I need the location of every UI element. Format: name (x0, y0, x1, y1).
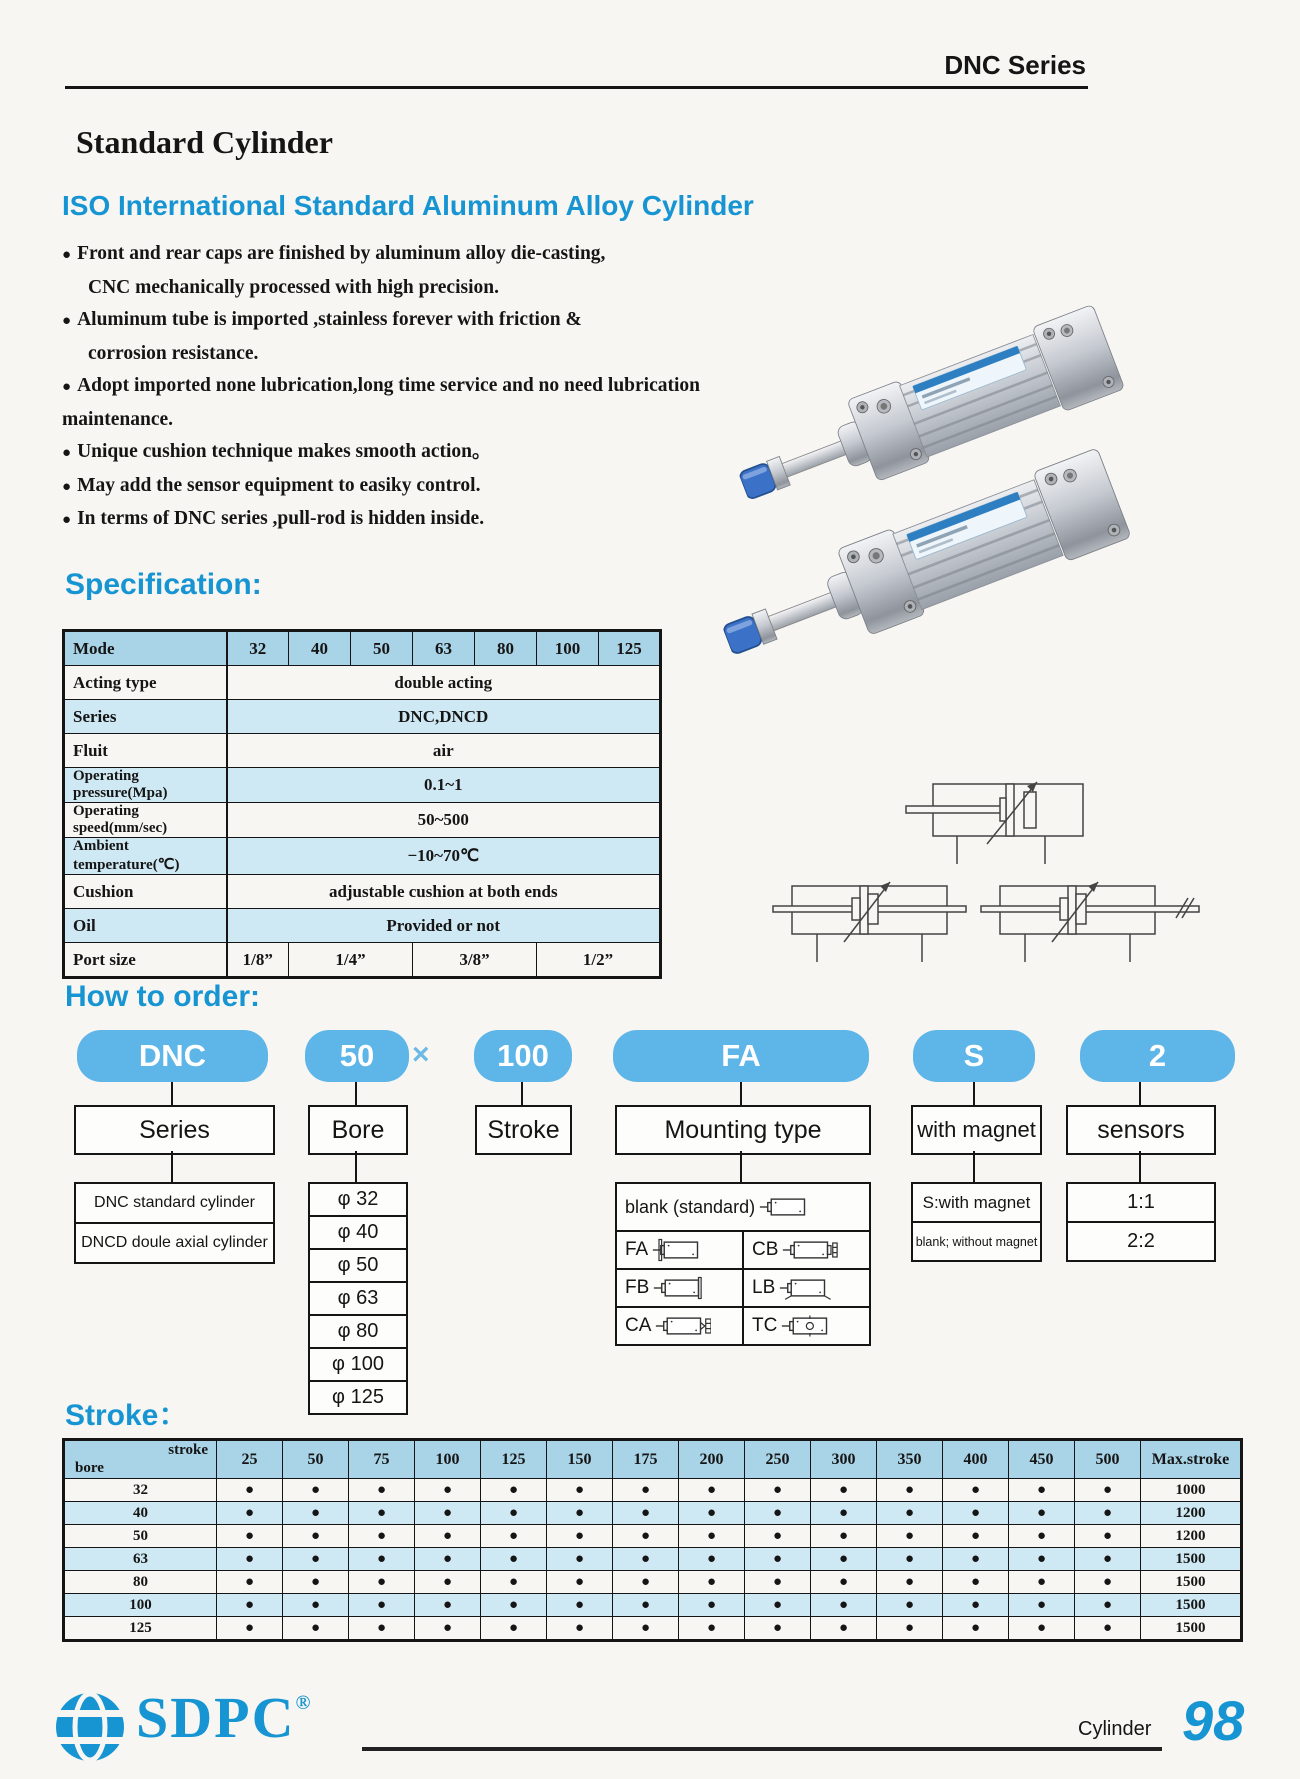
category-box-mounting: Mounting type (615, 1105, 871, 1155)
spec-port-value: 1/2” (537, 943, 661, 978)
stroke-row (64, 1479, 1242, 1502)
stroke-available-dot: ● (943, 1617, 1009, 1641)
feature-item: ● Aluminum tube is imported ,stainless forever with friction & corrosion resistance. (62, 309, 582, 364)
stroke-available-dot: ● (547, 1571, 613, 1594)
feature-list (62, 238, 762, 537)
stroke-available-dot: ● (811, 1594, 877, 1617)
pneumatic-symbol-double-rod-extended (980, 876, 1205, 964)
stroke-col-header: 200 (679, 1440, 745, 1479)
stroke-available-dot: ● (415, 1571, 481, 1594)
stroke-available-dot: ● (349, 1548, 415, 1571)
category-box-bore: Bore (308, 1105, 408, 1155)
spec-label: Acting type (64, 666, 227, 700)
stroke-available-dot: ● (415, 1525, 481, 1548)
stroke-available-dot: ● (613, 1594, 679, 1617)
spec-label: Operating pressure(Mpa) (64, 768, 227, 803)
stroke-available-dot: ● (877, 1594, 943, 1617)
stroke-available-dot: ● (283, 1479, 349, 1502)
multiply-sign: × (412, 1038, 430, 1071)
spec-port-value: 1/8” (227, 943, 289, 978)
sdpc-globe-logo-icon (52, 1690, 128, 1764)
stroke-row (64, 1617, 1242, 1641)
stroke-col-header: 250 (745, 1440, 811, 1479)
stroke-col-header: 75 (349, 1440, 415, 1479)
series-options (74, 1182, 275, 1264)
stroke-available-dot: ● (811, 1525, 877, 1548)
max-stroke-cell: 1500 (1141, 1594, 1242, 1617)
stroke-available-dot: ● (877, 1571, 943, 1594)
stroke-available-dot: ● (943, 1548, 1009, 1571)
connector-line (973, 1151, 975, 1182)
stroke-available-dot: ● (811, 1617, 877, 1641)
table-row (64, 700, 661, 734)
spec-value: 50~500 (227, 803, 661, 838)
stroke-available-dot: ● (613, 1548, 679, 1571)
spec-label: Fluit (64, 734, 227, 768)
stroke-col-header: 50 (283, 1440, 349, 1479)
spec-port-value: 1/4” (289, 943, 413, 978)
option-item: CA TC (617, 1306, 869, 1344)
stroke-available-dot: ● (349, 1571, 415, 1594)
stroke-available-dot: ● (547, 1548, 613, 1571)
stroke-available-dot: ● (349, 1525, 415, 1548)
category-box-stroke: Stroke (475, 1105, 572, 1155)
table-row (64, 943, 661, 978)
feature-item: ● Adopt imported none lubrication,long time service and no need lubrication maintenance. (62, 375, 700, 430)
stroke-available-dot: ● (349, 1502, 415, 1525)
stroke-available-dot: ● (1009, 1479, 1075, 1502)
connector-line (355, 1082, 357, 1105)
stroke-available-dot: ● (547, 1594, 613, 1617)
stroke-row (64, 1548, 1242, 1571)
order-pill-magnet: S (913, 1030, 1035, 1082)
stroke-available-dot: ● (745, 1502, 811, 1525)
stroke-available-dot: ● (547, 1502, 613, 1525)
stroke-available-dot: ● (217, 1479, 283, 1502)
bore-cell: 50 (64, 1525, 217, 1548)
mount-icon-blank (759, 1194, 815, 1220)
stroke-available-dot: ● (679, 1548, 745, 1571)
spec-value: DNC,DNCD (227, 700, 661, 734)
option-item: φ 125 (310, 1380, 406, 1413)
stroke-available-dot: ● (349, 1594, 415, 1617)
stroke-col-header: Max.stroke (1141, 1440, 1242, 1479)
connector-line (355, 1151, 357, 1182)
option-item: φ 32 (337, 1188, 379, 1210)
stroke-col-header: 150 (547, 1440, 613, 1479)
stroke-available-dot: ● (745, 1571, 811, 1594)
spec-mode-value: 100 (537, 631, 599, 666)
stroke-available-dot: ● (1009, 1617, 1075, 1641)
stroke-available-dot: ● (613, 1525, 679, 1548)
option-item: blank; without magnet (913, 1221, 1040, 1260)
spec-label: Port size (64, 943, 227, 978)
stroke-available-dot: ● (217, 1548, 283, 1571)
stroke-row (64, 1571, 1242, 1594)
order-pill-bore: 50 (305, 1030, 409, 1082)
stroke-available-dot: ● (217, 1502, 283, 1525)
footer-page-number: 98 (1182, 1689, 1245, 1752)
mount-icon-lb (779, 1275, 835, 1301)
stroke-available-dot: ● (679, 1525, 745, 1548)
footer-rule (362, 1747, 1162, 1751)
stroke-available-dot: ● (613, 1479, 679, 1502)
feature-item: ● Front and rear caps are finished by aluminum alloy die-casting, CNC mechanically processed with high precision. (62, 243, 606, 298)
corner-cell: stroke bore (64, 1440, 217, 1479)
stroke-available-dot: ● (481, 1571, 547, 1594)
stroke-available-dot: ● (679, 1594, 745, 1617)
table-row (64, 875, 661, 909)
stroke-available-dot: ● (1009, 1525, 1075, 1548)
connector-line (521, 1082, 523, 1105)
spec-mode-value: 32 (227, 631, 289, 666)
pneumatic-symbol-single-rod (905, 778, 1090, 866)
feature-item: ● In terms of DNC series ,pull-rod is hidden inside. (62, 508, 485, 529)
max-stroke-cell: 1200 (1141, 1525, 1242, 1548)
specification-table (62, 629, 662, 979)
stroke-available-dot: ● (481, 1594, 547, 1617)
bullet-icon: ● (62, 379, 72, 395)
bore-cell: 63 (64, 1548, 217, 1571)
spec-mode-value: 40 (289, 631, 351, 666)
category-box-series: Series (74, 1105, 275, 1155)
stroke-available-dot: ● (679, 1617, 745, 1641)
option-item: φ 40 (310, 1215, 406, 1248)
option-item: 1:1 (1127, 1191, 1155, 1213)
stroke-available-dot: ● (415, 1617, 481, 1641)
stroke-available-dot: ● (283, 1617, 349, 1641)
stroke-available-dot: ● (811, 1502, 877, 1525)
bore-cell: 125 (64, 1617, 217, 1641)
table-header-row (64, 1440, 1242, 1479)
stroke-available-dot: ● (217, 1594, 283, 1617)
option-item: φ 50 (310, 1248, 406, 1281)
stroke-col-header: 300 (811, 1440, 877, 1479)
stroke-table (62, 1438, 1243, 1642)
max-stroke-cell: 1200 (1141, 1502, 1242, 1525)
mount-icon-tc (781, 1313, 837, 1339)
spec-label: Ambient temperature(℃) (64, 838, 227, 875)
stroke-row (64, 1502, 1242, 1525)
stroke-available-dot: ● (811, 1548, 877, 1571)
bore-options (308, 1182, 408, 1415)
stroke-col-header: 500 (1075, 1440, 1141, 1479)
stroke-col-header: 450 (1009, 1440, 1075, 1479)
spec-mode-value: 50 (351, 631, 413, 666)
footer-brand: SDPC® (136, 1685, 313, 1750)
stroke-available-dot: ● (943, 1502, 1009, 1525)
registered-mark: ® (295, 1692, 313, 1714)
stroke-available-dot: ● (547, 1525, 613, 1548)
stroke-available-dot: ● (943, 1571, 1009, 1594)
stroke-available-dot: ● (679, 1502, 745, 1525)
feature-item: ● Unique cushion technique makes smooth action。 (62, 441, 492, 462)
mount-icon-cb (782, 1237, 838, 1263)
stroke-available-dot: ● (943, 1479, 1009, 1502)
stroke-available-dot: ● (1009, 1571, 1075, 1594)
table-row (64, 666, 661, 700)
option-item: φ 63 (310, 1281, 406, 1314)
stroke-available-dot: ● (217, 1525, 283, 1548)
footer-section-label: Cylinder (1078, 1718, 1152, 1740)
max-stroke-cell: 1500 (1141, 1548, 1242, 1571)
stroke-available-dot: ● (547, 1479, 613, 1502)
spec-value: Provided or not (227, 909, 661, 943)
stroke-available-dot: ● (349, 1617, 415, 1641)
sensor-options (1066, 1182, 1216, 1262)
series-header-label: DNC Series (944, 50, 1086, 80)
stroke-col-header: 175 (613, 1440, 679, 1479)
header-rule (65, 86, 1088, 89)
stroke-available-dot: ● (613, 1502, 679, 1525)
option-item: DNCD doule axial cylinder (76, 1222, 273, 1262)
order-pill-sensors: 2 (1080, 1030, 1235, 1082)
spec-mode-value: 80 (475, 631, 537, 666)
feature-item: ● May add the sensor equipment to easiky control. (62, 474, 481, 496)
max-stroke-cell: 1000 (1141, 1479, 1242, 1502)
stroke-available-dot: ● (1075, 1571, 1141, 1594)
order-pill-stroke: 100 (474, 1030, 572, 1082)
table-row (64, 909, 661, 943)
spec-port-value: 3/8” (413, 943, 537, 978)
spec-value: adjustable cushion at both ends (227, 875, 661, 909)
bore-cell: 32 (64, 1479, 217, 1502)
bullet-icon: ● (62, 247, 72, 263)
stroke-available-dot: ● (745, 1479, 811, 1502)
connector-line (1139, 1082, 1141, 1105)
spec-label: Operating speed(mm/sec) (64, 803, 227, 838)
table-row (64, 838, 661, 875)
spec-mode-value: 63 (413, 631, 475, 666)
stroke-available-dot: ● (1075, 1594, 1141, 1617)
mount-icon-fa (652, 1237, 708, 1263)
stroke-col-header: 125 (481, 1440, 547, 1479)
bore-cell: 100 (64, 1594, 217, 1617)
stroke-available-dot: ● (613, 1617, 679, 1641)
mount-icon-fb (653, 1275, 709, 1301)
stroke-available-dot: ● (283, 1571, 349, 1594)
spec-value: double acting (227, 666, 661, 700)
table-row (64, 768, 661, 803)
stroke-available-dot: ● (1075, 1548, 1141, 1571)
spec-label: Oil (64, 909, 227, 943)
max-stroke-cell: 1500 (1141, 1571, 1242, 1594)
option-item: φ 80 (310, 1314, 406, 1347)
stroke-available-dot: ● (283, 1548, 349, 1571)
option-item: DNC standard cylinder (94, 1194, 255, 1211)
option-item: φ 100 (310, 1347, 406, 1380)
stroke-available-dot: ● (877, 1479, 943, 1502)
stroke-available-dot: ● (1009, 1502, 1075, 1525)
stroke-available-dot: ● (811, 1571, 877, 1594)
order-pill-mounting: FA (613, 1030, 869, 1082)
stroke-available-dot: ● (613, 1571, 679, 1594)
stroke-row (64, 1525, 1242, 1548)
stroke-available-dot: ● (481, 1502, 547, 1525)
option-item: blank (standard) (617, 1184, 869, 1230)
stroke-available-dot: ● (1075, 1502, 1141, 1525)
stroke-available-dot: ● (481, 1479, 547, 1502)
connector-line (740, 1151, 742, 1182)
stroke-available-dot: ● (943, 1594, 1009, 1617)
stroke-col-header: 400 (943, 1440, 1009, 1479)
stroke-available-dot: ● (943, 1525, 1009, 1548)
stroke-available-dot: ● (1009, 1548, 1075, 1571)
spec-value: 0.1~1 (227, 768, 661, 803)
stroke-available-dot: ● (283, 1594, 349, 1617)
stroke-available-dot: ● (679, 1479, 745, 1502)
mount-icon-ca (655, 1313, 711, 1339)
stroke-available-dot: ● (415, 1548, 481, 1571)
option-item: FA CB (617, 1230, 869, 1268)
stroke-available-dot: ● (877, 1502, 943, 1525)
option-item: S:with magnet (922, 1192, 1031, 1212)
spec-value: −10~70℃ (227, 838, 661, 875)
stroke-available-dot: ● (679, 1571, 745, 1594)
bullet-icon: ● (62, 445, 72, 461)
stroke-available-dot: ● (481, 1548, 547, 1571)
bore-cell: 80 (64, 1571, 217, 1594)
magnet-options (911, 1182, 1042, 1262)
stroke-available-dot: ● (1009, 1594, 1075, 1617)
max-stroke-cell: 1500 (1141, 1617, 1242, 1641)
how-to-order-heading: How to order: (65, 980, 260, 1013)
stroke-available-dot: ● (745, 1548, 811, 1571)
stroke-available-dot: ● (415, 1502, 481, 1525)
spec-label: Cushion (64, 875, 227, 909)
stroke-available-dot: ● (283, 1502, 349, 1525)
stroke-available-dot: ● (349, 1479, 415, 1502)
stroke-heading: Stroke： (65, 1399, 189, 1432)
order-pill-series: DNC (77, 1030, 268, 1082)
category-box-magnet: with magnet (911, 1105, 1042, 1155)
stroke-available-dot: ● (415, 1479, 481, 1502)
bullet-icon: ● (62, 512, 72, 528)
pneumatic-symbol-double-rod (772, 876, 967, 964)
table-row (64, 631, 661, 666)
connector-line (171, 1151, 173, 1182)
connector-line (740, 1082, 742, 1105)
stroke-available-dot: ● (745, 1525, 811, 1548)
specification-heading: Specification: (65, 568, 262, 601)
bullet-icon: ● (62, 478, 72, 495)
mounting-options (615, 1182, 871, 1346)
stroke-available-dot: ● (283, 1525, 349, 1548)
connector-line (973, 1082, 975, 1105)
stroke-available-dot: ● (481, 1525, 547, 1548)
stroke-col-header: 100 (415, 1440, 481, 1479)
stroke-available-dot: ● (547, 1617, 613, 1641)
stroke-available-dot: ● (415, 1594, 481, 1617)
page-subtitle: ISO International Standard Aluminum Alloy Cylinder (62, 190, 754, 221)
stroke-available-dot: ● (481, 1617, 547, 1641)
spec-label: Mode (64, 631, 227, 666)
spec-label: Series (64, 700, 227, 734)
table-row (64, 803, 661, 838)
bullet-icon: ● (62, 313, 72, 329)
stroke-available-dot: ● (877, 1525, 943, 1548)
stroke-available-dot: ● (1075, 1525, 1141, 1548)
spec-mode-value: 125 (599, 631, 661, 666)
category-box-sensors: sensors (1066, 1105, 1216, 1155)
option-item: 2:2 (1068, 1221, 1214, 1260)
stroke-col-header: 25 (217, 1440, 283, 1479)
stroke-available-dot: ● (877, 1548, 943, 1571)
stroke-available-dot: ● (877, 1617, 943, 1641)
bore-cell: 40 (64, 1502, 217, 1525)
page-title: Standard Cylinder (76, 124, 333, 160)
stroke-available-dot: ● (745, 1594, 811, 1617)
connector-line (1139, 1151, 1141, 1182)
stroke-col-header: 350 (877, 1440, 943, 1479)
stroke-available-dot: ● (745, 1617, 811, 1641)
connector-line (171, 1082, 173, 1105)
stroke-available-dot: ● (217, 1571, 283, 1594)
table-row (64, 734, 661, 768)
stroke-available-dot: ● (217, 1617, 283, 1641)
stroke-available-dot: ● (811, 1479, 877, 1502)
option-item: FB LB (617, 1268, 869, 1306)
stroke-row (64, 1594, 1242, 1617)
spec-value: air (227, 734, 661, 768)
stroke-available-dot: ● (1075, 1617, 1141, 1641)
stroke-available-dot: ● (1075, 1479, 1141, 1502)
